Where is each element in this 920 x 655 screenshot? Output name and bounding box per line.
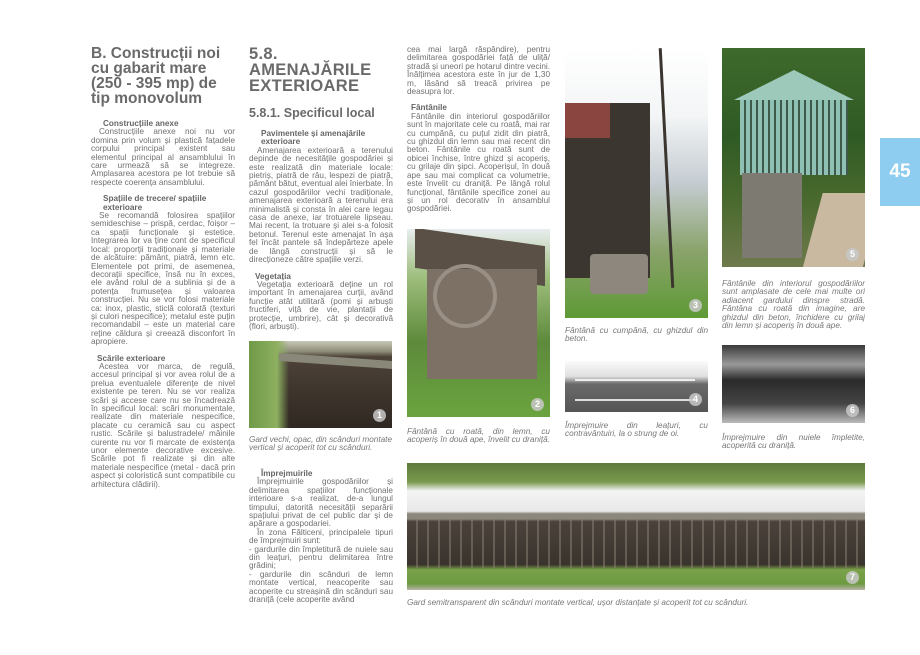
photo-number-badge: 6 — [846, 404, 859, 417]
caption-photo-2: Fântână cu roată, din lemn, cu acoperiș în două ape, învelit cu draniță. — [407, 427, 550, 445]
photo-sheep-fold — [565, 361, 708, 412]
photo-wattle-fence — [722, 345, 865, 423]
list-item: - gardurile din scânduri de lemn montate vertical, neacoperite sau acoperite cu streașină din scânduri sau draniță (cele acoperite având — [249, 569, 393, 605]
caption-photo-6: Împrejmuire din nuiele împletite, acoperită cu draniță. — [722, 433, 865, 451]
photo-sweep-well — [565, 48, 708, 318]
section-b-title: B. Construcții noi cu gabarit mare (250 - 395 mp) de tip monovolum — [91, 45, 221, 107]
para-imprejmuiri-2: În zona Fălticeni, principalele tipuri de împrejmuiri sunt: — [249, 527, 393, 546]
photo-number-badge: 4 — [689, 393, 702, 406]
photo-number-badge: 1 — [373, 409, 386, 422]
para-anexe: Construcțiile anexe noi nu vor domina prin volum și plastică fațadele corpului principal existent sau elementul principal al ansamblului în care urmează să se integreze. Amplasarea acestora pe lot trebuie să respecte coerența ansamblului. — [91, 127, 235, 187]
caption-photo-3: Fântână cu cumpănă, cu ghizdul din beton. — [565, 326, 708, 344]
heading-pavimente: Pavimentele și amenajările exterioare — [261, 129, 366, 147]
heading-fantani: Fântânile — [411, 103, 447, 113]
para-continuation: cea mai largă răspândire), pentru delimitarea gospodăriei față de uliță/ stradă și uneori pe hotarul dintre vecini. Înălțimea acestora este în jur de 1,30 m, lăsând să treacă privirea pe deasupra lor. — [407, 45, 550, 97]
heading-imprejmuiri: Împrejmuirile — [261, 469, 313, 478]
column-2 — [249, 46, 393, 331]
photo-number-badge: 2 — [531, 398, 544, 411]
heading-spatii: Spațiile de trecere/ spațiile exterioare — [103, 194, 207, 212]
chapter-subtitle: 5.8.1. Specificul local — [249, 106, 375, 120]
photo-number-badge: 5 — [846, 248, 859, 261]
para-scari: Acestea vor marca, de regulă, accesul principal și vor avea rolul de a prelua eventualele diferențe de nivel existente pe teren. Nu se vor realiza scări și accese care nu se încadrează în specificul local: scări monumentale, realizate din materiale nespecifice, placate cu ceramică sau cu aspect rustic. Scările și balustradele/ mâinile curente nu vor fi marcate de existența unor elemente decorative excesive. Scările pot fi realizate și din alte materiale nespecifice (metal - dacă prin aspect și coloristică sunt compatibile cu arhitectura clădirii). — [91, 361, 235, 489]
para-imprejmuiri: Împrejmuirile gospodăriilor și delimitarea spațiilor funcționale interioare s-a realizat, de-a lungul timpului, datorită necesității separării spațiului privat de cel public dar și de apărare a gospodariei. — [249, 477, 393, 529]
page-number-tab: 45 — [880, 138, 920, 206]
heading-vegetatie: Vegetația — [255, 271, 291, 281]
photo-semitransparent-fence — [407, 463, 865, 590]
column-3 — [407, 46, 550, 214]
caption-photo-4: Împrejmuire din leațuri, cu contravântuiri, la o strung de oi. — [565, 421, 708, 439]
photo-number-badge: 7 — [846, 571, 859, 584]
column-1 — [91, 46, 235, 489]
heading-scari: Scările exterioare — [97, 353, 166, 363]
para-vegetatie: Vegetația exterioară deține un rol important în amenajarea curții, având funcție atât utilitară (pomi și arbuști fructiferi, viță de vie, plantații de protecție, umbrire), cât și decorativă (flori, arbuști). — [249, 279, 393, 331]
caption-photo-7: Gard semitransparent din scânduri montate vertical, ușor distanțate și acoperit tot cu scânduri. — [407, 598, 749, 607]
photo-blue-well — [722, 48, 865, 267]
para-pavimente: Amenajarea exterioară a terenului depinde de necesitățile gospodăriei și este realizată din materiale locale: pietriș, piatră de râu, lespezi de piatră, pământ bătut, eventual alei înierbate. În cazul gospodăriilor vechi tradiționale, amenajarea exterioară a terenului era minimalistă și consta în alei care legau casa de anexe, iar trotuarele lipseau. Mai recent, la trotuare și alei s-a folosit betonul. Terenul este amenajat în așa fel încât pantele să îndepărteze apele de lângă construcții și să le direcționeze către spațiile verzi. — [249, 145, 393, 265]
heading-anexe: Construcțiile anexe — [103, 119, 179, 128]
column-2-lower — [249, 470, 393, 605]
photo-old-fence — [249, 341, 392, 428]
caption-photo-5: Fântânile din interiorul gospodăriilor sunt amplasate de cele mai multe ori adiacent gardului dinspre stradă. Fântâna cu roată din imagine, are ghizdul din beton, închidere cu grilaj din lemn și acoperiș în două ape. — [722, 279, 865, 331]
para-spatii: Se recomandă folosirea spațiilor semideschise – prispă, cerdac, foișor – ca spații funcționale și estetice. Integrarea lor va ține cont de specificul local: proporții tradiționale și materiale de alcătuire: pământ, piatră, lemn etc. Elementele pot primi, de asemenea, decorații specifice, însă nu în exces, ele având rolul de a sublinia și de a potența frumusețea și valoarea construcției. Nu se vor folosi materiale ca: inox, plastic, sticlă colorată (texturi și culori nespecifice); metalul este puțin recomandabil – este un material care reține căldura și creează disconfort în apropiere. — [91, 211, 235, 347]
caption-photo-1: Gard vechi, opac, din scânduri montate vertical și acoperit tot cu scânduri. — [249, 435, 392, 453]
photo-wheel-well — [407, 229, 550, 417]
para-fantani: Fântânile din interiorul gospodăriilor sunt în majoritate cele cu roată, mai rar cu cumpănă, cu puțul zidit din piatră, cu ghizdul din lemn sau mai recent din beton. Fântânile cu roată sunt de obicei închise, între ghizd și acoperiș, cu grilaje din șipci. Acoperișul, în două ape sau mai complicat ca volumetrie, este învelit cu draniță. Pe lângă rolul funcțional, fântânile specifice zonei au și un rol decorativ în ansamblul gospodăriei. — [407, 111, 550, 214]
list-item: - gardurile din împletitură de nuiele sau din leațuri, pentru delimitarea între grădini; — [249, 544, 393, 571]
chapter-title: 5.8. AMENAJĂRILE EXTERIOARE — [249, 45, 372, 95]
photo-number-badge: 3 — [689, 299, 702, 312]
